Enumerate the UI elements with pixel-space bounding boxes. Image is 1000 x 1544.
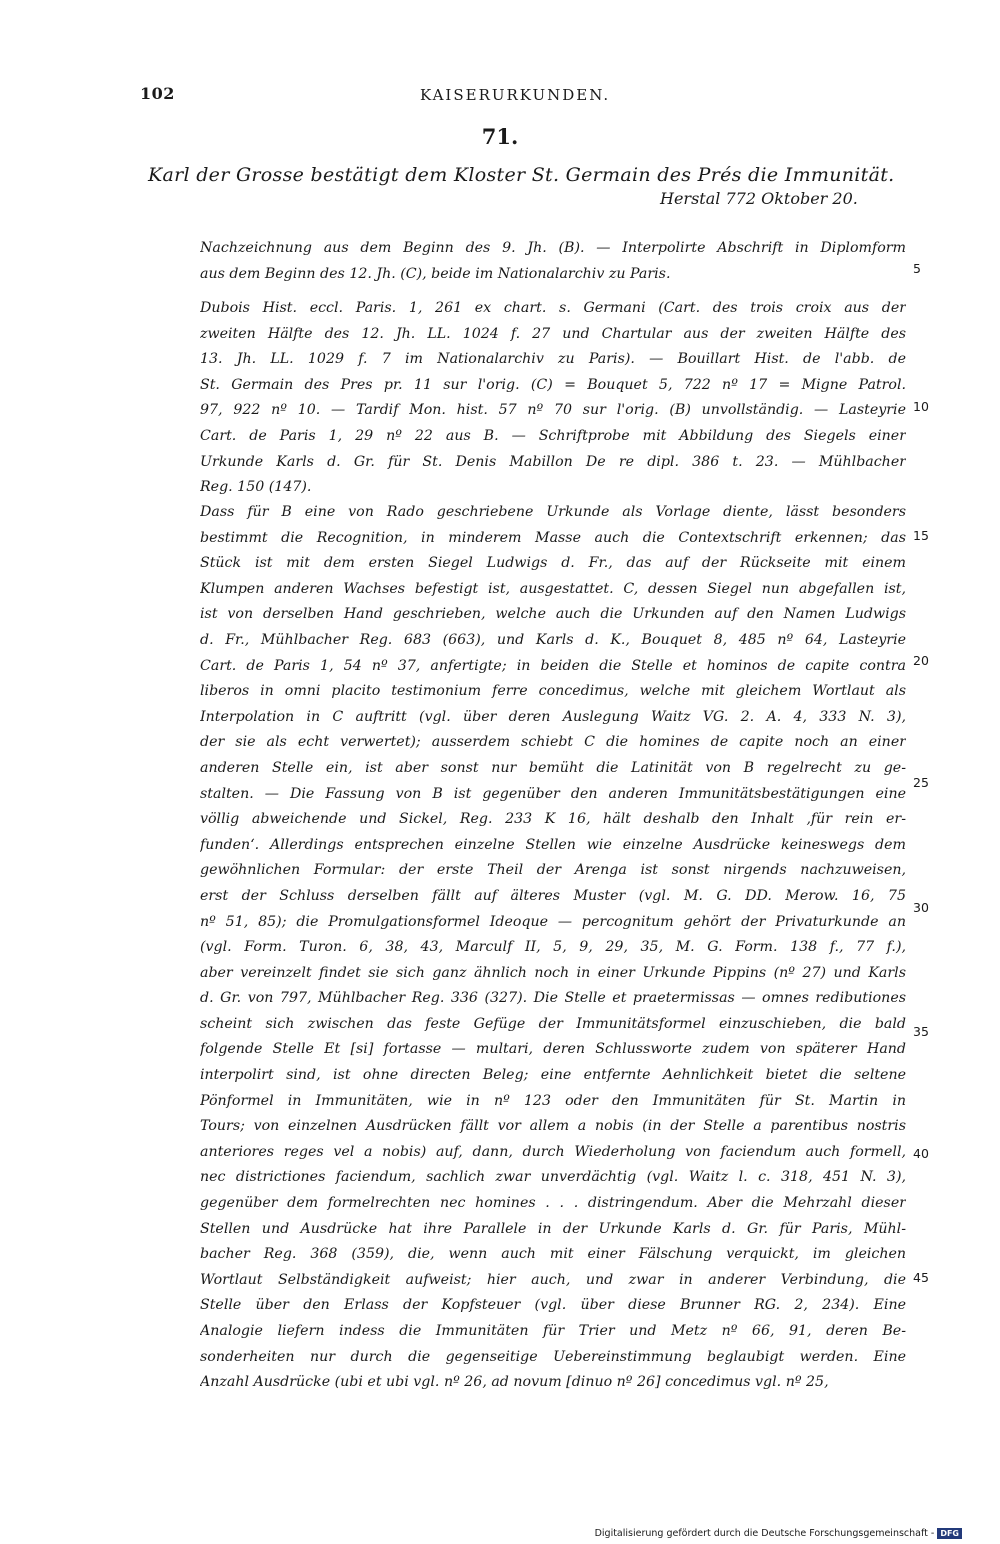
commentary-line: interpolirt sind, ist ohne directen Beleg; eine entfernte Aehnlichkeit bietet die seltene	[200, 1067, 906, 1084]
commentary-line: ist von derselben Hand geschrieben, welche auch die Urkunden auf den Namen Ludwigs	[200, 606, 906, 623]
transmission-line: Nachzeichnung aus dem Beginn des 9. Jh. (B). — Interpolirte Abschrift in Diplomform	[200, 240, 906, 256]
editions-line: St. Germain des Pres pr. 11 sur l'orig. (C) = Bouquet 5, 722 nº 17 = Migne Patrol.	[200, 376, 906, 393]
commentary-line: sonderheiten nur durch die gegenseitige Uebereinstimmung beglaubigt werden. Eine	[200, 1348, 906, 1365]
commentary-line: stalten. — Die Fassung von B ist gegenüber den anderen Immunitätsbestätigungen eine	[200, 785, 906, 802]
transmission-note	[200, 236, 906, 287]
dateline: Herstal 772 Oktober 20.	[660, 189, 858, 208]
commentary-line: scheint sich zwischen das feste Gefüge der Immunitätsformel einzuschieben, die bald	[200, 1015, 906, 1032]
commentary-line: Interpolation in C auftritt (vgl. über deren Auslegung Waitz VG. 2. A. 4, 333 N. 3),	[200, 708, 906, 725]
commentary-line: nº 51, 85); die Promulgationsformel Ideoque — percognitum gehört der Privaturkunde an	[200, 913, 906, 930]
margin-line-number: 45	[913, 1270, 929, 1285]
document-title: Karl der Grosse bestätigt dem Kloster St. Germain des Prés die Immunität.	[148, 164, 895, 186]
commentary-line: anderen Stelle ein, ist aber sonst nur bemüht die Latinität von B regelrecht zu ge-	[200, 759, 906, 776]
commentary-line: Anzahl Ausdrücke (ubi et ubi vgl. nº 26, ad novum [dinuo nº 26] concedimus vgl. nº 25,	[200, 1374, 829, 1391]
editions-line: 13. Jh. LL. 1029 f. 7 im Nationalarchiv zu Paris). — Bouillart Hist. de l'abb. de	[200, 351, 906, 368]
margin-line-number: 15	[913, 528, 929, 543]
commentary-line: Cart. de Paris 1, 54 nº 37, anfertigte; in beiden die Stelle et hominos de capite contra	[200, 657, 906, 674]
running-title: KAISERURKUNDEN.	[420, 86, 611, 104]
margin-line-number: 30	[913, 900, 929, 915]
editions-line: Reg. 150 (147).	[200, 479, 312, 496]
dfg-logo: DFG	[937, 1528, 962, 1539]
editions-line: 97, 922 nº 10. — Tardif Mon. hist. 57 nº 70 sur l'orig. (B) unvollständig. — Lasteyrie	[200, 402, 906, 419]
commentary-line: Pönformel in Immunitäten, wie in nº 123 oder den Immunitäten für St. Martin in	[200, 1092, 906, 1109]
commentary-line: bestimmt die Recognition, in minderem Masse auch die Contextschrift erkennen; das	[200, 529, 906, 546]
commentary-line: liberos in omni placito testimonium ferre concedimus, welche mit gleichem Wortlaut als	[200, 683, 906, 700]
commentary-line: d. Gr. von 797, Mühlbacher Reg. 336 (327). Die Stelle et praetermissas — omnes redibutiones	[200, 990, 906, 1007]
margin-line-number: 40	[913, 1146, 929, 1161]
commentary-line: Dass für B eine von Rado geschriebene Urkunde als Vorlage diente, lässt besonders	[200, 504, 906, 520]
editions-line: Urkunde Karls d. Gr. für St. Denis Mabillon De re dipl. 386 t. 23. — Mühlbacher	[200, 453, 906, 470]
commentary-line: erst der Schluss derselben fällt auf älteres Muster (vgl. M. G. DD. Merow. 16, 75	[200, 887, 906, 904]
transmission-line: aus dem Beginn des 12. Jh. (C), beide im Nationalarchiv zu Paris.	[200, 265, 671, 282]
editions-note	[200, 296, 906, 501]
margin-line-number: 35	[913, 1024, 929, 1039]
page-number: 102	[140, 84, 175, 103]
commentary-line: Analogie liefern indess die Immunitäten für Trier und Metz nº 66, 91, deren Be-	[200, 1323, 906, 1339]
footer	[595, 1528, 962, 1539]
commentary-line: Stellen und Ausdrücke hat ihre Parallele in der Urkunde Karls d. Gr. für Paris, Mühl-	[200, 1220, 906, 1237]
commentary-line: bacher Reg. 368 (359), die, wenn auch mit einer Fälschung verquickt, im gleichen	[200, 1246, 906, 1263]
margin-line-number: 10	[913, 399, 929, 414]
editions-line: Dubois Hist. eccl. Paris. 1, 261 ex chart. s. Germani (Cart. des trois croix aus der	[200, 300, 906, 316]
commentary-line: völlig abweichende und Sickel, Reg. 233 K 16, hält deshalb den Inhalt ‚für rein er-	[200, 811, 906, 828]
commentary-line: Stück ist mit dem ersten Siegel Ludwigs d. Fr., das auf der Rückseite mit einem	[200, 555, 906, 572]
commentary-line: funden‘. Allerdings entsprechen einzelne Stellen wie einzelne Ausdrücke keineswegs dem	[200, 836, 906, 853]
margin-line-number: 25	[913, 775, 929, 790]
document-number: 71.	[481, 124, 519, 149]
commentary-line: nec districtiones faciendum, sachlich zwar unverdächtig (vgl. Waitz l. c. 318, 451 N. 3),	[200, 1169, 906, 1186]
commentary-line: aber vereinzelt findet sie sich ganz ähnlich noch in einer Urkunde Pippins (nº 27) und Karls	[200, 964, 906, 981]
commentary-line: folgende Stelle Et [si] fortasse — multari, deren Schlussworte zudem von späterer Hand	[200, 1041, 906, 1058]
footer-text: Digitalisierung gefördert durch die Deutsche Forschungsgemeinschaft -	[594, 1528, 935, 1539]
margin-line-number: 5	[913, 261, 921, 276]
editions-line: Cart. de Paris 1, 29 nº 22 aus B. — Schriftprobe mit Abbildung des Siegels einer	[200, 427, 906, 444]
commentary-line: Tours; von einzelnen Ausdrücken fällt vor allem a nobis (in der Stelle a parentibus nostris	[200, 1118, 906, 1135]
commentary	[200, 500, 906, 1396]
commentary-line: Stelle über den Erlass der Kopfsteuer (vgl. über diese Brunner RG. 2, 234). Eine	[200, 1297, 906, 1314]
commentary-line: gegenüber dem formelrechten nec homines . . . distringendum. Aber die Mehrzahl dieser	[200, 1195, 906, 1212]
commentary-line: (vgl. Form. Turon. 6, 38, 43, Marculf II, 5, 9, 29, 35, M. G. Form. 138 f., 77 f.),	[200, 939, 906, 956]
commentary-line: gewöhnlichen Formular: der erste Theil der Arenga ist sonst nirgends nachzuweisen,	[200, 862, 906, 879]
commentary-line: d. Fr., Mühlbacher Reg. 683 (663), und Karls d. K., Bouquet 8, 485 nº 64, Lasteyrie	[200, 631, 906, 648]
commentary-line: der sie als echt verwertet); ausserdem schiebt C die homines de capite noch an einer	[200, 734, 906, 751]
commentary-line: Klumpen anderen Wachses befestigt ist, ausgestattet. C, dessen Siegel nun abgefallen ist,	[200, 580, 906, 597]
commentary-line: anteriores reges vel a nobis) auf, dann, durch Wiederholung von faciendum auch formell,	[200, 1143, 906, 1160]
margin-line-number: 20	[913, 653, 929, 668]
editions-line: zweiten Hälfte des 12. Jh. LL. 1024 f. 27 und Chartular aus der zweiten Hälfte des	[200, 325, 906, 342]
commentary-line: Wortlaut Selbständigkeit aufweist; hier auch, und zwar in anderer Verbindung, die	[200, 1271, 906, 1288]
